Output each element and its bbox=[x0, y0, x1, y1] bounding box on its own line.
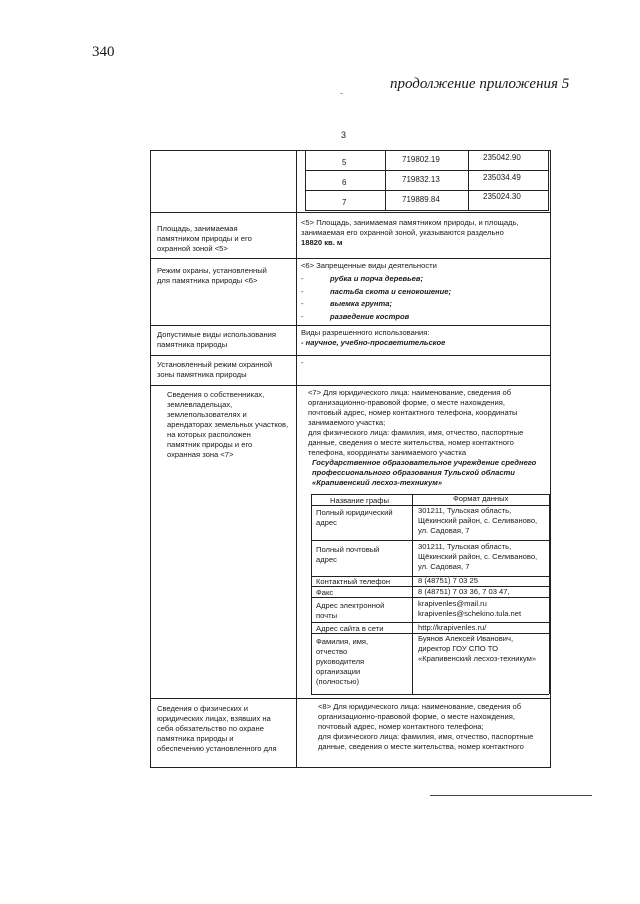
details-row-divider bbox=[311, 540, 549, 541]
list-item: рубка и порча деревьев; bbox=[330, 274, 423, 283]
owners-footnote: <7> Для юридического лица: наименование, сведения об организационно-правовой форме, о месте нахождения, почтовый адрес, номер контактного телефона, координаты занимаемого участка; для физического лица: фамилия, имя, отчество, паспортные данные, сведения о месте жительства, номер контактного телефона, координаты занимаемого участка bbox=[308, 388, 524, 457]
details-divider bbox=[412, 494, 413, 694]
details-row-value: Буянов Алексей Иванович, директор ГОУ СПО ТО «Крапивенский лесхоз-техникум» bbox=[418, 634, 537, 663]
coord-row-divider bbox=[305, 210, 549, 211]
details-header-name: Название графы bbox=[330, 496, 389, 505]
uses-value: Виды разрешенного использования: - научное, учебно-просветительское bbox=[301, 328, 446, 347]
details-row-value: krapivenles@mail.ru krapivenles@schekino.tula.net bbox=[418, 599, 522, 618]
obligations-footnote: <8> Для юридического лица: наименование, сведения об организационно-правовой форме, о месте нахождения, почтовый адрес, номер контактного телефона; для физического лица: фамилия, имя, отчество, паспортные данные, сведения о месте жительства, номер контактного bbox=[318, 702, 534, 751]
regime-prohibited-list bbox=[330, 273, 451, 323]
row-divider bbox=[150, 212, 551, 213]
regime-label: Режим охраны, установленный для памятника природы <6> bbox=[157, 266, 267, 285]
coord-x: 719802.19 bbox=[402, 155, 440, 164]
bottom-rule bbox=[430, 795, 592, 796]
row-divider bbox=[150, 355, 551, 356]
area-label: Площадь, занимаемая памятником природы и его охранной зоной <5> bbox=[157, 224, 252, 253]
table-column-divider bbox=[296, 150, 297, 768]
zone-value: - bbox=[301, 358, 304, 367]
owner-organization: Государственное образовательное учреждение среднего профессионального образования Тульской области «Крапивенский лесхоз-техникум» bbox=[312, 458, 537, 487]
uses-label: Допустимые виды использования памятника природы bbox=[157, 330, 277, 349]
coord-border-left bbox=[305, 150, 306, 210]
table-border-bottom bbox=[150, 767, 551, 768]
row-divider bbox=[150, 698, 551, 699]
obligations-label: Сведения о физических и юридических лицах, взявших на себя обязательство по охране памятника природы и обеспечению установленного для bbox=[157, 704, 277, 753]
details-row-value: 8 (48751) 7 03 36, 7 03 47, bbox=[418, 587, 510, 596]
details-row-value: 301211, Тульская область, Щёкинский район, с. Селиваново, ул. Садовая, 7 bbox=[418, 542, 538, 571]
details-border-top bbox=[311, 494, 549, 495]
coord-row-divider bbox=[305, 190, 549, 191]
coord-x: 719889.84 bbox=[402, 195, 440, 204]
list-item: разведение костров bbox=[330, 311, 410, 321]
details-row-value: http://krapivenles.ru/ bbox=[418, 623, 487, 632]
owners-label: Сведения о собственниках, землевладельцах, землепользователях и арендаторах земельных участков, на которых расположен памятник природы и его охранная зона <7> bbox=[167, 390, 289, 459]
details-header-format: Формат данных bbox=[453, 494, 509, 503]
list-item: пастьба скота и сенокошение; bbox=[330, 286, 452, 296]
coord-row-divider bbox=[305, 170, 549, 171]
sheet-number: 3 bbox=[341, 130, 347, 140]
coord-y: 235024.30 bbox=[483, 192, 521, 201]
coord-point-number: 7 bbox=[342, 198, 347, 207]
row-divider bbox=[150, 385, 551, 386]
appendix-continuation-note: продолжение приложения 5 bbox=[390, 76, 570, 92]
coord-divider bbox=[468, 150, 469, 210]
list-item: выемка грунта; bbox=[330, 299, 392, 308]
details-border-right bbox=[549, 494, 550, 694]
details-row-divider bbox=[311, 597, 549, 598]
coord-y: 235034.49 bbox=[483, 173, 521, 182]
regime-value: <6> Запрещенные виды деятельности bbox=[301, 261, 437, 270]
area-value: <5> Площадь, занимаемая памятником природы, и площадь, занимаемая его охранной зоной, указываются раздельно 18820 кв. м bbox=[301, 218, 519, 247]
zone-label: Установленный режим охранной зоны памятника природы bbox=[157, 360, 273, 379]
area-amount: 18820 кв. м bbox=[301, 238, 343, 247]
table-border-top bbox=[150, 150, 551, 151]
table-border-right bbox=[550, 150, 551, 768]
details-row-name: Фамилия, имя, отчество руководителя организации (полностью) bbox=[316, 637, 369, 686]
row-divider bbox=[150, 258, 551, 259]
coord-point-number: 6 bbox=[342, 178, 347, 187]
coord-x: 719832.13 bbox=[402, 175, 440, 184]
page-number: 340 bbox=[92, 44, 115, 60]
details-row-name: Адрес сайта в сети bbox=[316, 624, 384, 633]
coord-y: 235042.90 bbox=[483, 153, 521, 162]
details-row-name: Полный юридический адрес bbox=[316, 508, 393, 527]
details-row-name: Полный почтовый адрес bbox=[316, 545, 380, 564]
details-row-value: 301211, Тульская область, Щёкинский район, с. Селиваново, ул. Садовая, 7 bbox=[418, 506, 538, 535]
coord-border-right bbox=[548, 150, 549, 210]
coord-divider bbox=[385, 150, 386, 210]
regime-dashes: - - - - bbox=[301, 274, 304, 321]
header-mark: - bbox=[340, 88, 343, 98]
details-row-name: Факс bbox=[316, 588, 334, 597]
row-divider bbox=[150, 325, 551, 326]
details-row-name: Адрес электронной почты bbox=[316, 601, 385, 620]
table-border-left bbox=[150, 150, 151, 768]
details-border-left bbox=[311, 494, 312, 694]
details-row-value: 8 (48751) 7 03 25 bbox=[418, 576, 478, 585]
coord-point-number: 5 bbox=[342, 158, 347, 167]
details-border-bottom bbox=[311, 694, 549, 695]
details-row-name: Контактный телефон bbox=[316, 577, 391, 586]
